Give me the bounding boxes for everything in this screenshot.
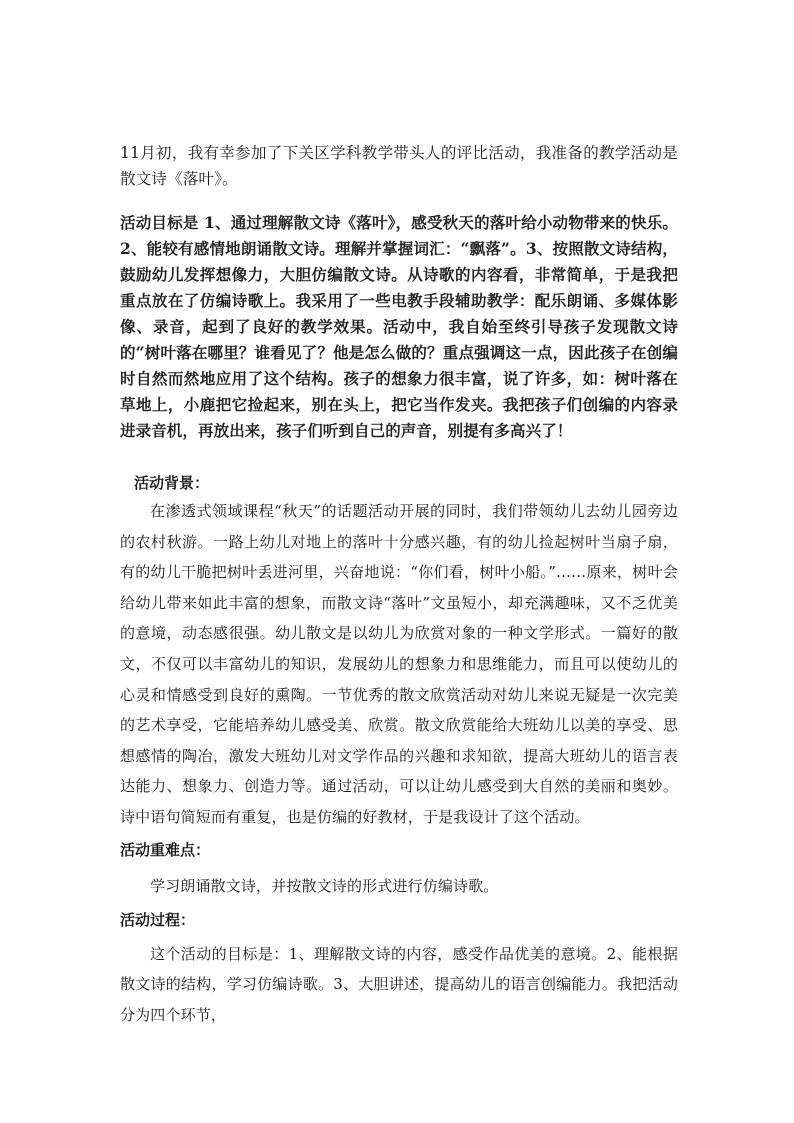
goal-paragraph: 活动目标是 1、通过理解散文诗《落叶》，感受秋天的落叶给小动物带来的快乐。2、能较有感情地朗诵散文诗。理解并掌握词汇：“飘落”。3、按照散文诗结构，鼓励幼儿发挥想像力，大胆仿编散文诗。从诗歌的内容看，非常简单，于是我把重点放在了仿编诗歌上。我采用了一些电教手段辅助教学：配乐朗诵、多媒体影像、录音，起到了良好的教学效果。活动中，我自始至终引导孩子发现散文诗的“树叶落在哪里？谁看见了？他是怎么做的？重点强调这一点，因此孩子在创编时自然而然地应用了这个结构。孩子的想象力很丰富，说了许多，如：树叶落在草地上，小鹿把它捡起来，别在头上，把它当作发夹。我把孩子们创编的内容录进录音机，再放出来，孩子们听到自己的声音，别提有多高兴了！	[120, 213, 678, 440]
key-points-paragraph: 学习朗诵散文诗，并按散文诗的形式进行仿编诗歌。	[150, 876, 499, 895]
background-paragraph: 在渗透式领域课程“秋天”的话题活动开展的同时，我们带领幼儿去幼儿园旁边的农村秋游。一路上幼儿对地上的落叶十分感兴趣，有的幼儿捡起树叶当扇子扇，有的幼儿干脆把树叶丢进河里，兴奋地说：“你们看，树叶小船。”……原来，树叶会给幼儿带来如此丰富的想象，而散文诗“落叶”文虽短小，却充满趣味，又不乏优美的意境，动态感很强。幼儿散文是以幼儿为欣赏对象的一种文学形式。一篇好的散文，不仅可以丰富幼儿的知识，发展幼儿的想象力和思维能力，而且可以使幼儿的心灵和情感受到良好的熏陶。一节优秀的散文欣赏活动对幼儿来说无疑是一次完美的艺术享受，它能培养幼儿感受美、欣赏。散文欣赏能给大班幼儿以美的享受、思想感情的陶冶，激发大班幼儿对文学作品的兴趣和求知欲，提高大班幼儿的语言表达能力、想象力、创造力等。通过活动，可以让幼儿感受到大自然的美丽和奥妙。诗中语句简短而有重复，也是仿编的好教材，于是我设计了这个活动。	[120, 502, 678, 826]
key-points-heading: 活动重难点：	[120, 840, 211, 859]
process-heading: 活动过程：	[120, 910, 196, 929]
background-heading: 活动背景：	[134, 474, 210, 492]
intro-paragraph: 11月初，我有幸参加了下关区学科教学带头人的评比活动，我准备的教学活动是散文诗《落叶》。	[120, 144, 678, 188]
process-paragraph: 这个活动的目标是：1、理解散文诗的内容，感受作品优美的意境。2、能根据散文诗的结构，学习仿编诗歌。3、大胆讲述，提高幼儿的语言创编能力。我把活动分为四个环节，	[120, 944, 678, 1024]
document-page	[120, 140, 678, 1030]
